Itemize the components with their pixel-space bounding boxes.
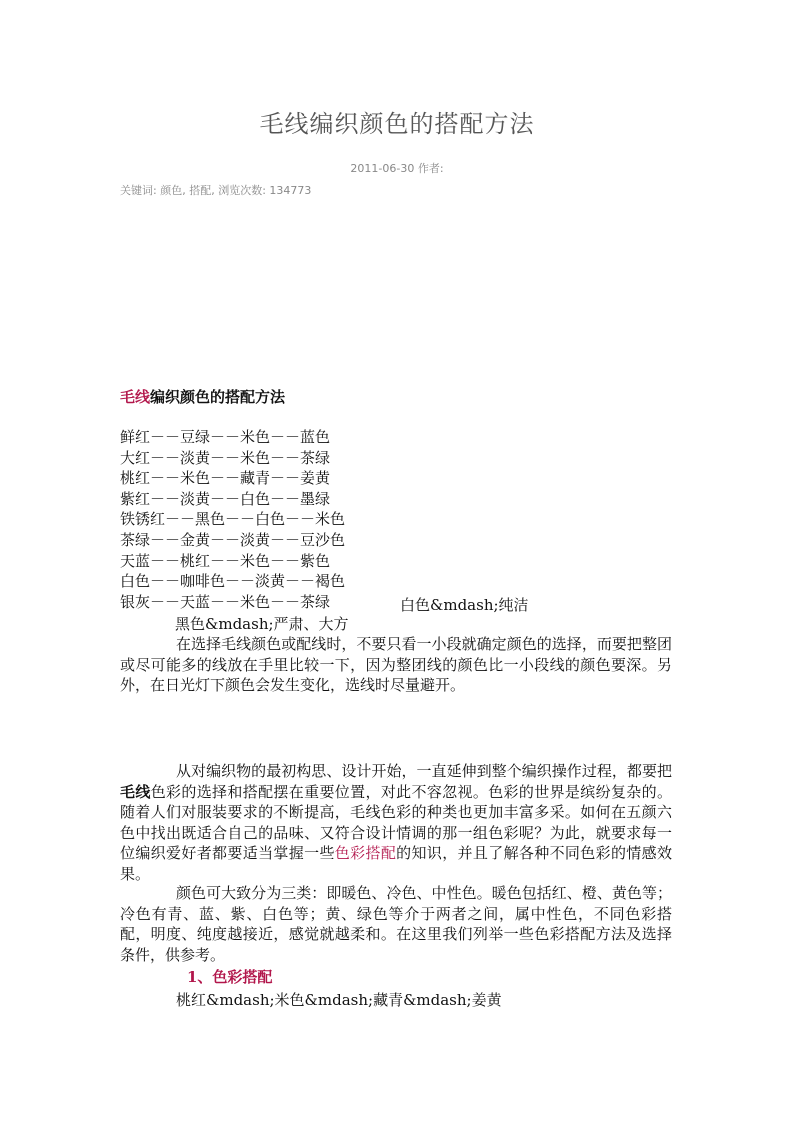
paragraph-text: 色彩的选择和搭配摆在重要位置，对此不容忽视。色彩的世界是缤纷复杂的。随着人们对服装要求的不断提高，毛线色彩的种类也更加丰富多采。如何在五颜六色中找出既适合自己的品味、又符合设计情调的那一组色彩呢？为此，就要求每一位编织爱好者都要适当掌握一些 (120, 782, 672, 863)
white-meaning: 白色&mdash;纯洁 (400, 596, 529, 614)
combo-line: 天蓝－－桃红－－米色－－紫色 (120, 551, 331, 570)
combo-line: 紫红－－淡黄－－白色－－墨绿 (120, 489, 331, 508)
paragraph-text: 颜色可大致分为三类：即暖色、冷色、中性色。暖色包括红、橙、黄色等；冷色有青、蓝、紫、白色等；黄、绿色等介于两者之间，属中性色，不同色彩搭配，明度、纯度越接近，感觉就越柔和。在这里我们列举一些色彩搭配方法及选择条件，供参考。 (120, 884, 672, 964)
bold-keyword: 毛线 (120, 782, 151, 801)
color-combination-list (120, 427, 345, 612)
paragraph-text: 在选择毛线颜色或配线时，不要只看一小段就确定颜色的选择，而要把整团或尽可能多的线放在手里比较一下，因为整团线的颜色比一小段线的颜色要深。另外，在日光灯下颜色会发生变化，选线时尽量避开。 (120, 635, 672, 695)
combo-line: 鲜红－－豆绿－－米色－－蓝色 (120, 428, 331, 446)
combo-line: 桃红－－米色－－藏青－－姜黄 (120, 469, 331, 488)
subsection-heading: 1、色彩搭配 (187, 968, 273, 986)
paragraph-text: 的知识，并且了解各种不同色彩的情感效果。 (120, 844, 672, 883)
article-meta: 2011-06-30 作者: (350, 162, 444, 175)
heading-rest: 编织颜色的搭配方法 (150, 388, 286, 406)
black-meaning: 黑色&mdash;严肃、大方 (175, 615, 349, 633)
paragraph-color-importance (120, 761, 672, 885)
paragraph-color-categories (120, 883, 672, 965)
paragraph-text: 从对编织物的最初构思、设计开始，一直延伸到整个编织操作过程，都要把 (176, 762, 672, 780)
combo-line: 银灰－－天蓝－－米色－－茶绿 (120, 592, 331, 611)
article-keywords: 关键词: 颜色, 搭配, 浏览次数: 134773 (120, 184, 312, 197)
page-title: 毛线编织颜色的搭配方法 (259, 110, 535, 138)
paragraph-selection-tip (120, 634, 672, 696)
combo-line: 铁锈红－－黑色－－白色－－米色 (120, 510, 346, 529)
combo-example: 桃红&mdash;米色&mdash;藏青&mdash;姜黄 (176, 991, 502, 1009)
section-heading (120, 386, 285, 407)
combo-line: 白色－－咖啡色－－淡黄－－褐色 (120, 572, 346, 591)
combo-line: 茶绿－－金黄－－淡黄－－豆沙色 (120, 530, 346, 549)
heading-highlight[interactable]: 毛线 (120, 388, 151, 406)
color-matching-link[interactable]: 色彩搭配 (334, 844, 397, 863)
combo-line: 大红－－淡黄－－米色－－茶绿 (120, 448, 331, 467)
